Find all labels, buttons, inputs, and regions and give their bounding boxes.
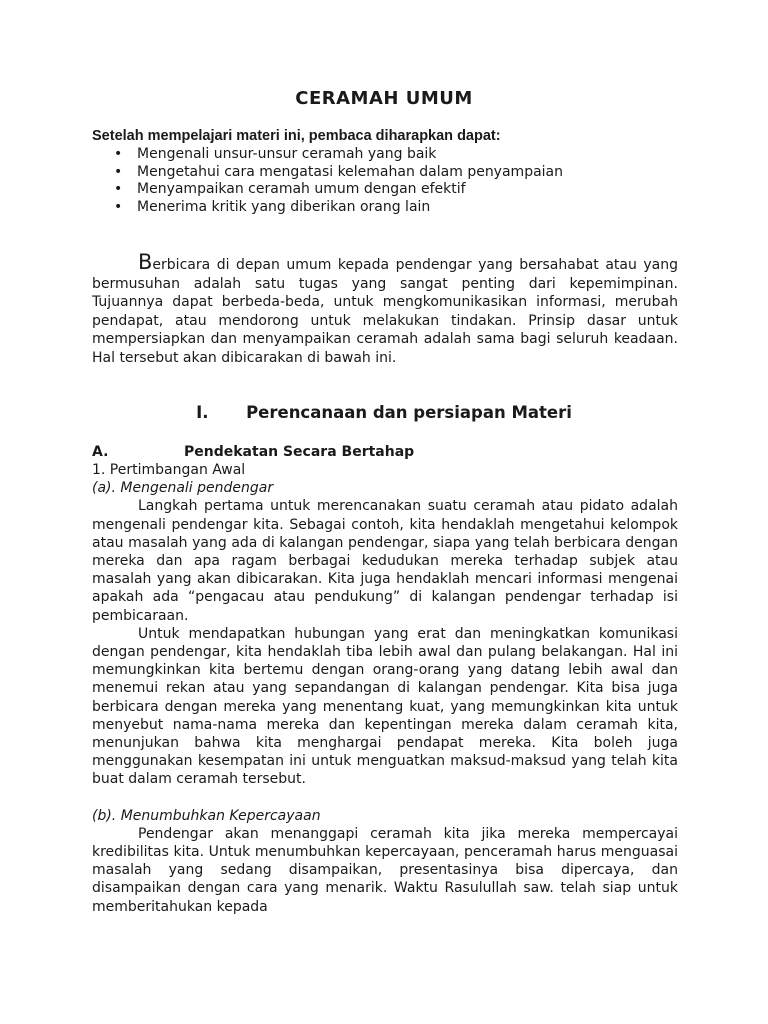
intro-dropcap: B (138, 250, 153, 274)
point-heading: 1. Pertimbangan Awal (92, 462, 246, 478)
subsection-title: Pendekatan Secara Bertahap (184, 444, 415, 460)
section-heading (0, 403, 768, 422)
intro-text: erbicara di depan umum kepada pendengar yang bersahabat atau yang bermusuhan adalah satu tugas yang sangat penting dari kepemimpinan. Tujuannya dapat berbeda-beda, untuk mengkomunikasikan informasi, merubah pendapat, atau mendorong untuk melakukan tindakan. Prinsip dasar untuk mempersiapkan dan menyampaikan ceramah adalah sama bagi seluruh keadaan. Hal tersebut akan dibicarakan di bawah ini. (92, 257, 678, 366)
body-paragraph: Untuk mendapatkan hubungan yang erat dan meningkatkan komunikasi dengan pendengar, kita hendaklah tiba lebih awal dan pulang belakangan. Hal ini memungkinkan kita bertemu dengan orang-orang yang datang lebih awal dan menemui rekan atau yang sepandangan di kalangan pendengar. Kita bisa juga berbicara dengan mereka yang menentang kuat, yang memungkinkan kita untuk menyebut nama-nama mereka dan kepentingan mereka dalam ceramah kita, menunjukan bahwa kita menghargai pendapat mereka. Kita boleh juga menggunakan kesempatan ini untuk menguatkan maksud-maksud yang telah kita buat dalam ceramah tersebut. (92, 625, 678, 788)
objective-item: • Menerima kritik yang diberikan orang lain (92, 199, 682, 217)
subsection-heading (92, 444, 414, 460)
body-paragraph: Langkah pertama untuk merencanakan suatu ceramah atau pidato adalah mengenali pendengar kita. Sebagai contoh, kita hendaklah mengetahui kelompok atau masalah yang ada di kalangan pendengar, siapa yang telah berbicara dengan mereka dan apa ragam berbagai kedudukan mereka terhadap subjek atau masalah yang akan dibicarakan. Kita juga hendaklah mencari informasi mengenai apakah ada “pengacau atau pendukung” di kalangan pendengar terhadap isi pembicaraan. (92, 498, 678, 624)
intro-paragraph (92, 250, 678, 367)
document-title: CERAMAH UMUM (295, 88, 473, 109)
paragraph-spacer (92, 789, 678, 807)
subsection-letter: A. (92, 444, 109, 460)
section-title: Perencanaan dan persiapan Materi (246, 403, 572, 422)
body-paragraph: Pendengar akan menanggapi ceramah kita jika mereka mempercayai kredibilitas kita. Untuk menumbuhkan kepercayaan, penceramah harus menguasai masalah yang sedang disampaikan, presentasinya bisa dipercaya, dan disampaikan dengan cara yang menarik. Waktu Rasulullah saw. telah siap untuk memberitahukan kepada (92, 825, 678, 915)
objective-item: • Mengenali unsur-unsur ceramah yang baik (92, 146, 682, 164)
objectives-list (92, 146, 682, 217)
objective-item: • Menyampaikan ceramah umum dengan efektif (92, 181, 682, 199)
objectives-heading: Setelah mempelajari materi ini, pembaca diharapkan dapat: (92, 128, 501, 144)
subpoint-heading: (a). Mengenali pendengar (92, 480, 274, 497)
body-text (92, 461, 678, 916)
subpoint-heading: (b). Menumbuhkan Kepercayaan (92, 807, 321, 824)
objective-item: • Mengetahui cara mengatasi kelemahan dalam penyampaian (92, 164, 682, 182)
section-number: I. (196, 403, 209, 422)
